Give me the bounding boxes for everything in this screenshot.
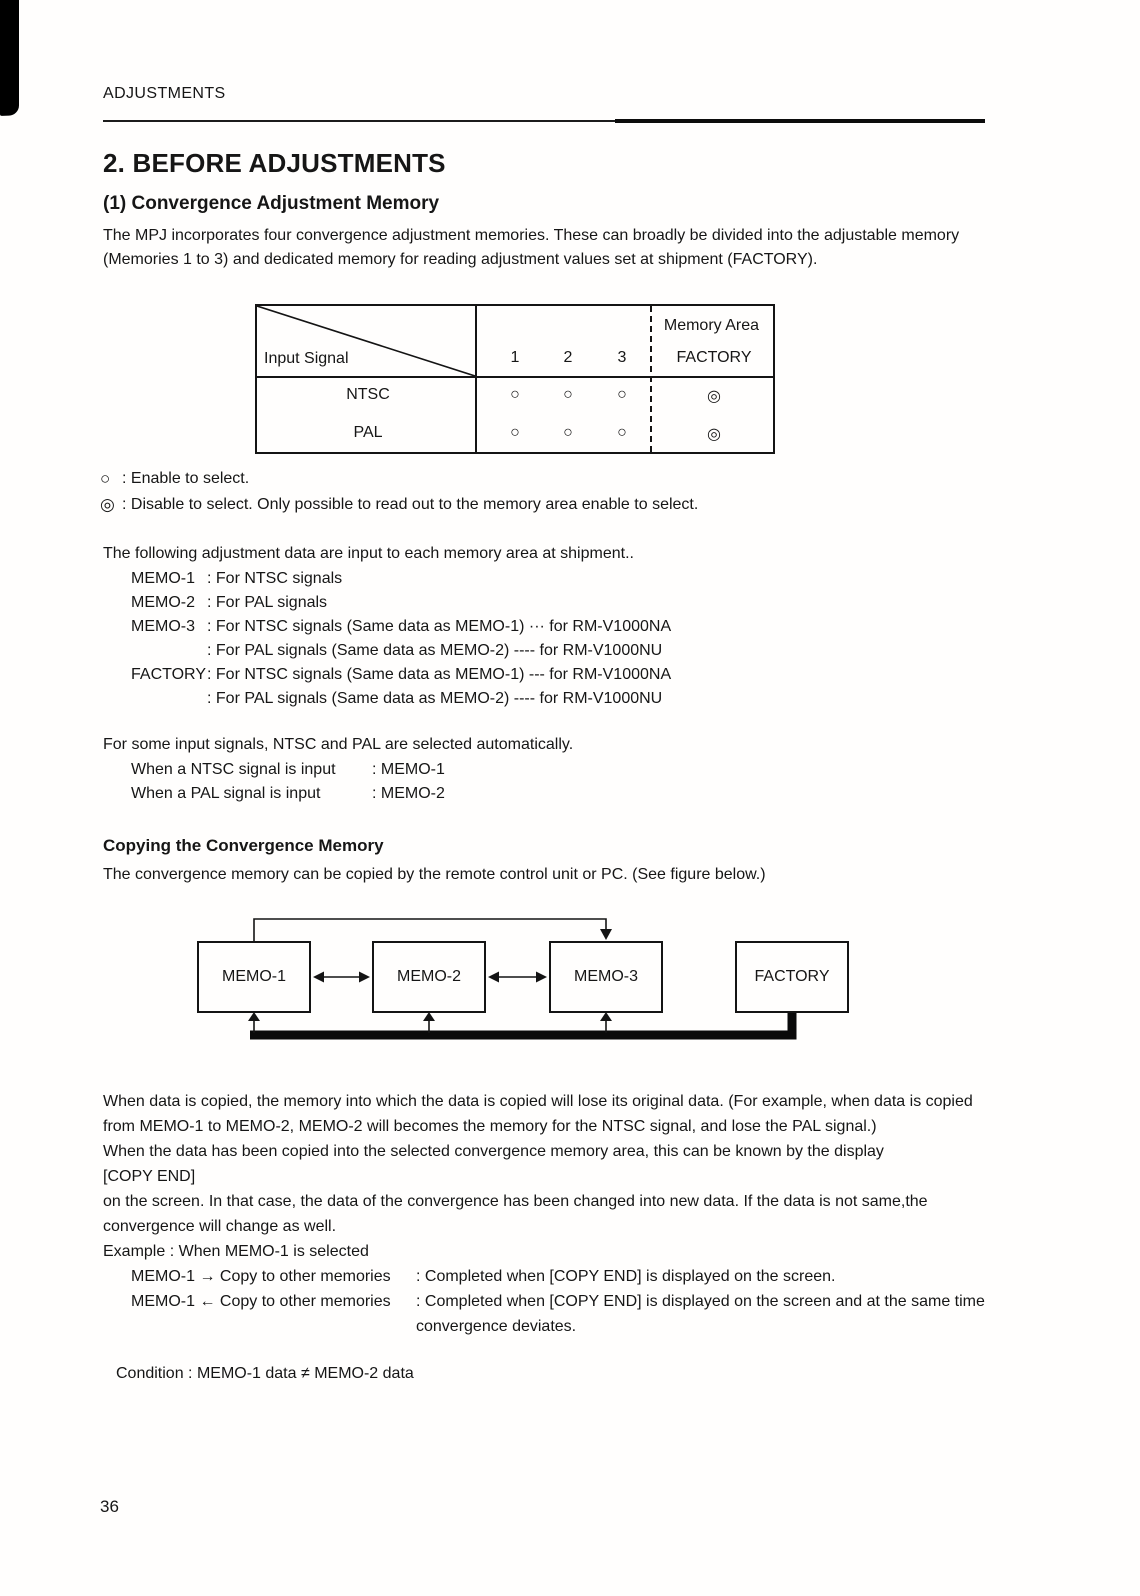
copy-to-line [131, 1264, 1000, 1289]
legend-disable-line [100, 492, 1140, 518]
ntsc-memory2-mark: ○ [563, 386, 573, 403]
legend-enable-line [100, 466, 1140, 492]
memo1-label: MEMO-1 [131, 570, 195, 587]
table-corner-memory-area: Memory Area [663, 317, 759, 334]
running-header: ADJUSTMENTS [103, 85, 226, 102]
table-column-3: 3 [617, 349, 627, 366]
table-column-2: 2 [563, 349, 573, 366]
auto-select-pal-line [131, 782, 1140, 806]
auto-select-block [103, 733, 1140, 806]
factory-label: FACTORY [131, 666, 206, 683]
example-lines [131, 1264, 1000, 1339]
memo2-label: MEMO-2 [131, 594, 195, 611]
pal-memory3-mark: ○ [617, 424, 627, 441]
auto-select-lines [131, 758, 1140, 806]
example-intro: Example : When MEMO-1 is selected [103, 1243, 369, 1260]
section-intro: The MPJ incorporates four convergence adjustment memories. These can broadly be divided into the adjustable memory (Memories 1 to 3) and dedicated memory for reading adjustment values set at shipment (FACTORY). [103, 227, 960, 268]
factory-box: FACTORY [735, 941, 849, 1013]
memo-3-box: MEMO-3 [549, 941, 663, 1013]
memo3-pal-text: : For PAL signals (Same data as MEMO-2) ---- for RM-V1000NU [207, 642, 663, 659]
condition-note: Condition : MEMO-1 data ≠ MEMO-2 data [116, 1365, 414, 1382]
shipment-data-block [103, 542, 1140, 711]
table-corner-input-signal: Input Signal [264, 350, 349, 367]
memo3-pal-label [131, 639, 207, 663]
copy-flow-diagram [103, 913, 1003, 1065]
section-heading: (1) Convergence Adjustment Memory [103, 193, 440, 214]
shipment-line-factory [131, 663, 1140, 687]
shipment-line-memo2 [131, 591, 1140, 615]
legend-enable-text: : Enable to select. [122, 470, 250, 487]
memo2-text: : For PAL signals [207, 594, 328, 611]
ntsc-input-label: When a NTSC signal is input [131, 761, 336, 778]
memo-2-box: MEMO-2 [372, 941, 486, 1013]
copy-paragraph-3: on the screen. In that case, the data of the convergence has been changed into new data. If the data is not same,the convergence will change as well. [103, 1193, 928, 1235]
pal-input-label: When a PAL signal is input [131, 785, 321, 802]
factory-pal-label [131, 687, 207, 711]
ntsc-memory1-mark: ○ [510, 386, 520, 403]
page-number: 36 [100, 1497, 119, 1516]
auto-select-intro: For some input signals, NTSC and PAL are selected automatically. [103, 736, 574, 753]
shipment-lines [131, 567, 1140, 711]
table-legend [100, 466, 1140, 518]
table-header-line [257, 376, 773, 378]
memo3-text: : For NTSC signals (Same data as MEMO-1) ··· for RM-V1000NA [207, 618, 672, 635]
disable-bullseye-symbol: ◎ [100, 495, 115, 514]
shipment-line-memo3 [131, 615, 1140, 639]
copy-description [103, 1089, 1000, 1339]
shipment-intro: The following adjustment data are input to each memory area at shipment.. [103, 545, 634, 562]
page-title: 2. BEFORE ADJUSTMENTS [103, 148, 446, 178]
shipment-line-memo1 [131, 567, 1140, 591]
pal-input-memo: : MEMO-2 [372, 785, 445, 802]
shipment-line-memo3-pal [131, 639, 1140, 663]
table-column-1: 1 [510, 349, 520, 366]
ntsc-memory3-mark: ○ [617, 386, 627, 403]
copy-to-text: : Completed when [COPY END] is displayed on the screen. [416, 1268, 836, 1285]
copy-paragraph-2: When the data has been copied into the selected convergence memory area, this can be known by the display [103, 1143, 884, 1160]
memory-area-table [255, 304, 775, 454]
pal-memory1-mark: ○ [510, 424, 520, 441]
memo3-label: MEMO-3 [131, 618, 195, 635]
table-row-ntsc-label: NTSC [346, 386, 390, 403]
memo-1-box: MEMO-1 [197, 941, 311, 1013]
copy-paragraph-1: When data is copied, the memory into which the data is copied will lose its original data. (For example, when data is copied from MEMO-1 to MEMO-2, MEMO-2 will becomes the memory for the NTSC signal, and lose the PAL signal.) [103, 1093, 973, 1135]
memo1-text: : For NTSC signals [207, 570, 343, 587]
copy-from-label: MEMO-1 ← Copy to other memories [131, 1293, 391, 1310]
auto-select-ntsc-line [131, 758, 1140, 782]
copying-heading: Copying the Convergence Memory [103, 836, 384, 855]
copy-from-line [131, 1289, 1000, 1339]
scan-edge-artifact [0, 0, 19, 116]
table-column-factory: FACTORY [676, 349, 752, 366]
header-rule-thick [615, 119, 985, 123]
factory-text: : For NTSC signals (Same data as MEMO-1) --- for RM-V1000NA [207, 666, 672, 683]
ntsc-factory-mark: ◎ [707, 388, 721, 405]
shipment-line-factory-pal [131, 687, 1140, 711]
copying-intro: The convergence memory can be copied by the remote control unit or PC. (See figure below.) [103, 866, 766, 883]
factory-pal-text: : For PAL signals (Same data as MEMO-2) ---- for RM-V1000NU [207, 690, 663, 707]
enable-circle-symbol: ○ [100, 469, 111, 488]
table-row-pal-label: PAL [353, 424, 383, 441]
header-rule [103, 118, 985, 123]
ntsc-input-memo: : MEMO-1 [372, 761, 445, 778]
pal-memory2-mark: ○ [563, 424, 573, 441]
legend-disable-text: : Disable to select. Only possible to read out to the memory area enable to select. [122, 496, 699, 513]
copy-to-label: MEMO-1 → Copy to other memories [131, 1268, 391, 1285]
pal-factory-mark: ◎ [707, 426, 721, 443]
copy-from-text: : Completed when [COPY END] is displayed on the screen and at the same time convergence deviates. [416, 1293, 985, 1335]
copy-end-display: [COPY END] [103, 1168, 196, 1185]
